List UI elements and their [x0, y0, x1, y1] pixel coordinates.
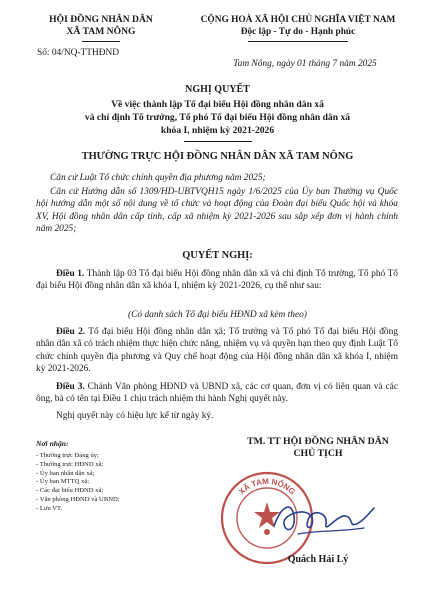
article-1-label: Điều 1. [56, 269, 85, 279]
article-2-label: Điều 2. [56, 327, 86, 337]
nation-line-2: Độc lập - Tự do - Hạnh phúc [240, 27, 356, 37]
doc-subject [20, 98, 415, 137]
signer-name: Quách Hải Lý [287, 554, 349, 565]
decides-heading: QUYẾT NGHỊ: [182, 250, 253, 261]
signer-org: TM. TT HỘI ĐỒNG NHÂN DÂN [247, 436, 389, 447]
basis-1: Căn cứ Luật Tổ chức chính quyền địa phương năm 2025; [50, 173, 266, 183]
basis-2: Căn cứ Hướng dẫn số 1309/HD-UBTVQH15 ngày 1/6/2025 của Ủy ban Thường vụ Quốc hội hướng dẫn một số nội dung về tổ chức và hoạt động của Đoàn đại biểu Quốc hội và khóa XV, Hội đồng nhân dân cấp tỉnh, cấp xã nhiệm kỳ 2021-2026 sau sắp xếp đơn vị hành chính năm 2025; [36, 187, 398, 235]
article-1 [36, 268, 398, 293]
article-3-label: Điều 3. [56, 382, 85, 392]
date-place: Tam Nông, ngày 01 tháng 7 năm 2025 [233, 59, 377, 69]
org-line-2: XÃ TAM NÔNG [66, 26, 136, 37]
article-3-text: Chánh Văn phòng HĐND và UBND xã, các cơ quan, đơn vị có liên quan và các ông, bà có tên tại Điều 1 chịu trách nhiệm thi hành Nghị quyết này. [36, 382, 399, 405]
recipient-item: - Các đại biểu HĐND xã; [36, 487, 104, 495]
article-1-text: Thành lập 03 Tổ đại biểu Hội đồng nhân dân xã và chỉ định Tổ trưởng, Tổ phó Tổ đại biểu Hội đồng nhân dân xã khóa I, nhiệm kỳ 2021-2026, cụ thể như sau: [36, 269, 398, 292]
recipient-item: - Ủy ban MTTQ xã; [36, 478, 90, 486]
national-motto [178, 14, 418, 38]
article-3 [36, 381, 398, 406]
signature-title [218, 436, 418, 460]
motto-underline [248, 41, 348, 42]
article-2-text: Tổ đại biểu Hội đồng nhân dân xã; Tổ trưởng và Tổ phó Tổ đại biểu Hội đồng nhân dân xã có trách nhiệm thực hiện chức năng, nhiệm vụ và quyền hạn theo quy định Luật Tổ chức chính quyền địa phương và Quy chế hoạt động của Hội đồng nhân dân xã khóa I, nhiệm kỳ 2021-2026. [36, 327, 398, 375]
article-2 [36, 326, 398, 376]
recipient-item: - Ủy ban nhân dân xã; [36, 469, 95, 477]
recipients-list [36, 452, 120, 514]
effect-clause: Nghị quyết này có hiệu lực kể từ ngày ký. [56, 411, 214, 421]
signer-position: CHỦ TỊCH [293, 448, 343, 459]
nation-line-1: CỘNG HOÀ XÃ HỘI CHỦ NGHĨA VIỆT NAM [200, 15, 396, 25]
recipient-item: - Lưu VT. [36, 504, 63, 512]
doc-number: Số: 04/NQ-TTHĐND [37, 48, 120, 58]
org-underline [82, 41, 120, 42]
org-line-1: HỘI ĐỒNG NHÂN DÂN [49, 14, 153, 25]
recipient-item: - Văn phòng HĐND và UBND; [36, 495, 120, 503]
recipient-item: - Thường trực Đảng ủy; [36, 452, 99, 459]
title-divider [184, 141, 252, 142]
recipients-heading: Nơi nhận: [36, 439, 69, 448]
org-name [30, 14, 172, 38]
subject-line-3: khóa I, nhiệm kỳ 2021-2026 [160, 125, 275, 136]
subject-line-2: và chỉ định Tổ trưởng, Tổ phó Tổ đại biểu Hội đồng nhân dân xã [84, 112, 351, 123]
handwritten-signature [268, 494, 378, 544]
seal-text: XÃ TAM NÔNG [237, 476, 297, 497]
doc-type: NGHỊ QUYẾT [185, 84, 250, 95]
recipient-item: - Thường trực HĐND xã; [36, 460, 104, 468]
issuer: THƯỜNG TRỰC HỘI ĐỒNG NHÂN DÂN XÃ TAM NÔNG [81, 151, 354, 162]
subject-line-1: Về việc thành lập Tổ đại biểu Hội đồng nhân dân xã [111, 99, 324, 110]
article-1-note: (Có danh sách Tổ đại biểu HĐND xã kèm theo) [128, 310, 307, 320]
